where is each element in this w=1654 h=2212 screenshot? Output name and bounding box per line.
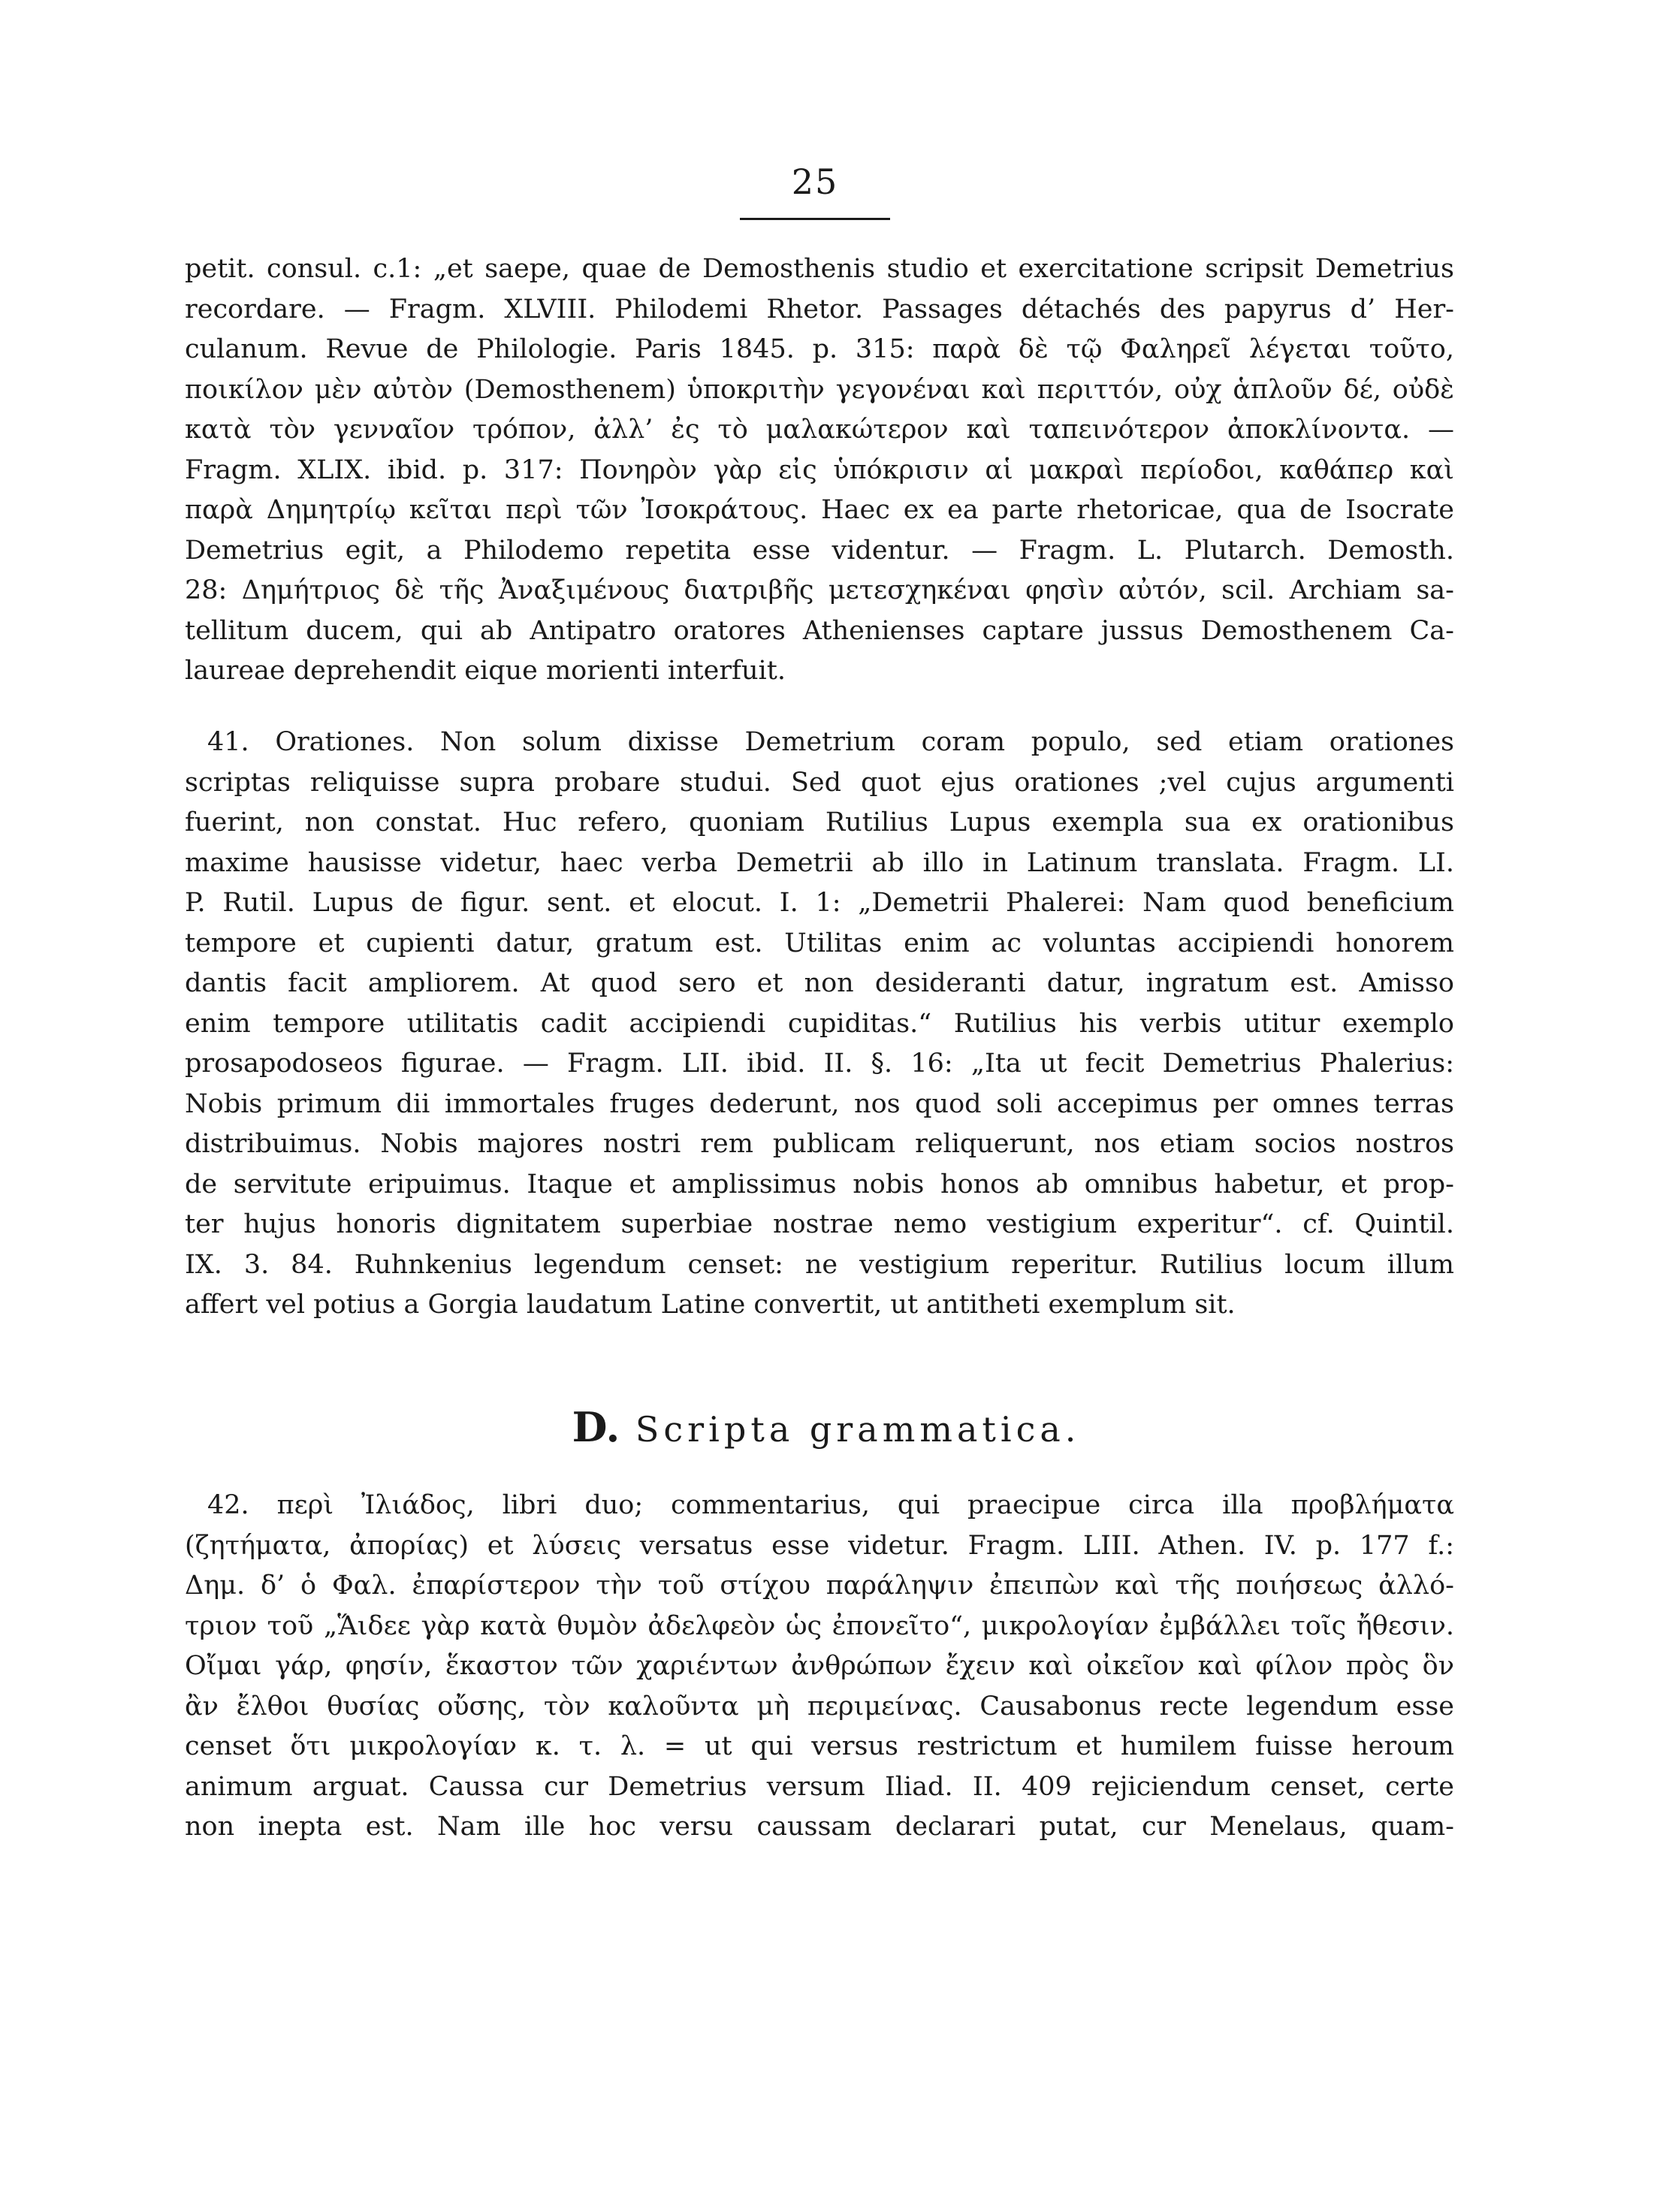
text-line-content: 42. περὶ Ἰλιάδος, libri duo; commentarius, qui praecipue circa illa προβλήματα — [207, 1490, 1454, 1520]
text-line: censet ὅτι μικρολογίαν κ. τ. λ. = ut qui versus restrictum et humilem fuisse heroum — [185, 1731, 1454, 1761]
text-line: petit. consul. c.1: „et saepe, quae de Demosthenis studio et exercitatione scripsit Demetrius — [185, 254, 1454, 284]
text-line: laureae deprehendit eique morienti interfuit. — [185, 656, 786, 686]
text-line: enim tempore utilitatis cadit accipiendi cupiditas.“ Rutilius his verbis utitur exemplo — [185, 1008, 1454, 1039]
text-line: tellitum ducem, qui ab Antipatro oratores Athenienses captare jussus Demosthenem Ca- — [185, 615, 1454, 646]
text-line: de servitute eripuimus. Itaque et amplissimus nobis honos ab omnibus habetur, et prop- — [185, 1169, 1454, 1200]
text-line — [185, 1486, 1454, 1526]
paragraph-41-orationes — [185, 723, 1454, 1326]
text-line: IX. 3. 84. Ruhnkenius legendum censet: ne vestigium reperitur. Rutilius locum illum — [185, 1249, 1454, 1280]
text-line: Fragm. XLIX. ibid. p. 317: Πονηρὸν γὰρ εἰς ὑπόκρισιν αἱ μακραὶ περίοδοι, καθάπερ καὶ — [185, 454, 1454, 485]
text-line: non inepta est. Nam ille hoc versu caussam declarari putat, cur Menelaus, quam- — [185, 1812, 1454, 1842]
text-line: τριον τοῦ „Ἅιδεε γὰρ κατὰ θυμὸν ἀδελφεὸν ὡς ἐπονεῖτο“, μικρολογίαν ἐμβάλλει τοῖς ἤθεσιν. — [185, 1610, 1454, 1641]
text-line: 28: Δημήτριος δὲ τῆς Ἀναξιμένους διατριβῆς μετεσχηκέναι φησὶν αὐτόν, scil. Archiam sa- — [185, 575, 1454, 605]
text-line: Demetrius egit, a Philodemo repetita esse videntur. — Fragm. L. Plutarch. Demosth. — [185, 535, 1454, 566]
section-letter: D. — [572, 1403, 620, 1451]
section-heading — [518, 1405, 1134, 1452]
text-line: distribuimus. Nobis majores nostri rem publicam reliquerunt, nos etiam socios nostros — [185, 1129, 1454, 1159]
text-line: fuerint, non constat. Huc refero, quoniam Rutilius Lupus exempla sua ex orationibus — [185, 807, 1454, 837]
text-line: παρὰ Δημητρίῳ κεῖται περὶ τῶν Ἰσοκράτους. Haec ex ea parte rhetoricae, qua de Isocrate — [185, 495, 1454, 525]
text-line: animum arguat. Caussa cur Demetrius versum Iliad. II. 409 rejiciendum censet, certe — [185, 1771, 1454, 1802]
section-title: Scripta grammatica. — [635, 1409, 1081, 1450]
paragraph-fragments-xlviii-l — [185, 249, 1454, 692]
page-number: 25 — [791, 161, 839, 202]
text-line: maxime hausisse videtur, haec verba Demetrii ab illo in Latinum translata. Fragm. LI. — [185, 847, 1454, 878]
text-line: culanum. Revue de Philologie. Paris 1845. p. 315: παρὰ δὲ τῷ Φαληρεῖ λέγεται τοῦτο, — [185, 334, 1454, 364]
text-line — [185, 723, 1454, 763]
text-line: prosapodoseos figurae. — Fragm. LII. ibid. II. §. 16: „Ita ut fecit Demetrius Phalerius: — [185, 1049, 1454, 1079]
text-line: (ζητήματα, ἀπορίας) et λύσεις versatus esse videtur. Fragm. LIII. Athen. IV. p. 177 f.: — [185, 1530, 1454, 1561]
paragraph-42-iliad — [185, 1486, 1454, 1848]
text-line: ter hujus honoris dignitatem superbiae nostrae nemo vestigium experitur“. cf. Quintil. — [185, 1209, 1454, 1239]
text-line: ποικίλον μὲν αὐτὸν (Demosthenem) ὑποκριτὴν γεγονέναι καὶ περιττόν, οὐχ ἁπλοῦν δέ, οὐδὲ — [185, 374, 1454, 405]
text-line: P. Rutil. Lupus de figur. sent. et elocut. I. 1: „Demetrii Phalerei: Nam quod beneficium — [185, 888, 1454, 918]
text-line: scriptas reliquisse supra probare studui. Sed quot ejus orationes ;vel cujus argumenti — [185, 767, 1454, 798]
page-number-rule — [740, 218, 890, 220]
text-line: recordare. — Fragm. XLVIII. Philodemi Rhetor. Passages détachés des papyrus d’ Her- — [185, 294, 1454, 324]
text-line: tempore et cupienti datur, gratum est. Utilitas enim ac voluntas accipiendi honorem — [185, 928, 1454, 958]
text-line: dantis facit ampliorem. At quod sero et non desideranti datur, ingratum est. Amisso — [185, 968, 1454, 998]
text-line: ἂν ἔλθοι θυσίας οὔσης, τὸν καλοῦντα μὴ περιμείνας. Causabonus recte legendum esse — [185, 1691, 1454, 1722]
text-line: affert vel potius a Gorgia laudatum Latine convertit, ut antitheti exemplum sit. — [185, 1290, 1236, 1320]
text-line-content: 41. Orationes. Non solum dixisse Demetrium coram populo, sed etiam orationes — [207, 727, 1454, 757]
text-line: κατὰ τὸν γενναῖον τρόπον, ἀλλ’ ἐς τὸ μαλακώτερον καὶ ταπεινότερον ἀποκλίνοντα. — — [185, 415, 1454, 445]
text-line: Δημ. δ’ ὁ Φαλ. ἐπαρίστερον τὴν τοῦ στίχου παράληψιν ἐπειπὼν καὶ τῆς ποιήσεως ἀλλό- — [185, 1571, 1454, 1601]
text-line: Nobis primum dii immortales fruges dederunt, nos quod soli accepimus per omnes terras — [185, 1088, 1454, 1119]
text-line: Οἴμαι γάρ, φησίν, ἕκαστον τῶν χαριέντων ἀνθρώπων ἔχειν καὶ οἰκεῖον καὶ φίλον πρὸς ὃν — [185, 1651, 1454, 1681]
